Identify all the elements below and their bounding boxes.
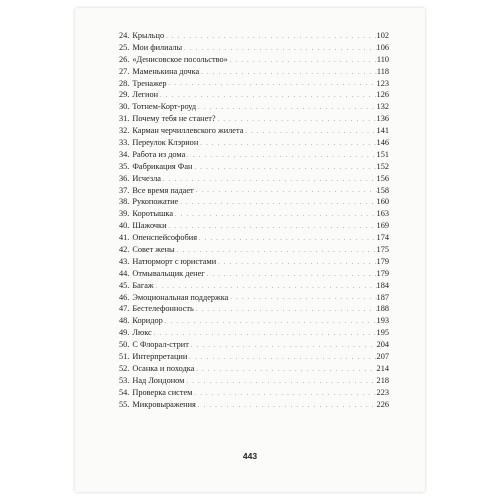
toc-entry <box>119 339 389 351</box>
toc-entry <box>119 89 389 101</box>
entry-title: Совет жены <box>132 245 175 255</box>
entry-page: 179 <box>376 256 389 266</box>
entry-page: 184 <box>376 280 389 290</box>
table-of-contents <box>119 30 389 411</box>
toc-entry <box>119 137 389 149</box>
entry-title: Люкс <box>132 328 152 338</box>
entry-number: 31. <box>119 114 130 124</box>
entry-page: 146 <box>376 138 389 147</box>
entry-title: Тренажер <box>132 78 167 88</box>
toc-entry <box>119 363 389 375</box>
dot-leader <box>197 235 377 244</box>
entry-title: Эмоциональная поддержка <box>132 292 229 302</box>
dot-leader <box>185 152 376 161</box>
entry-page: 188 <box>376 304 389 314</box>
dot-leader <box>167 223 377 232</box>
entry-number: 28. <box>119 78 130 88</box>
toc-entry <box>119 399 389 411</box>
toc-entry <box>119 387 389 399</box>
entry-title: Коротышка <box>132 209 174 219</box>
dot-leader <box>216 259 376 268</box>
entry-title: Переулок Клэрион <box>132 138 199 147</box>
entry-page: 152 <box>376 161 389 171</box>
entry-title: Отмывальщик денег <box>132 268 205 278</box>
entry-number: 55. <box>119 399 130 409</box>
toc-entry <box>119 42 389 54</box>
entry-number: 42. <box>119 245 130 255</box>
toc-entry <box>119 232 389 244</box>
dot-leader <box>196 402 377 411</box>
toc-entry <box>119 220 389 232</box>
toc-entry <box>119 327 389 339</box>
entry-number: 51. <box>119 352 130 362</box>
toc-entry <box>119 173 389 185</box>
entry-title: Рукопожатие <box>132 197 179 207</box>
entry-title: Мои филиалы <box>132 42 183 52</box>
entry-title: Шажочки <box>132 221 167 231</box>
entry-page: 175 <box>376 245 389 255</box>
entry-number: 24. <box>119 30 130 40</box>
entry-page: 223 <box>376 387 389 397</box>
toc-entry <box>119 185 389 197</box>
entry-title: Маменькина дочка <box>132 66 200 76</box>
entry-title: Интерпретации <box>132 352 188 362</box>
toc-entry <box>119 315 389 327</box>
entry-page: 102 <box>376 30 389 40</box>
entry-page: 195 <box>376 328 389 338</box>
toc-entry <box>119 113 389 125</box>
entry-page: 156 <box>376 173 389 183</box>
entry-page: 136 <box>376 114 389 124</box>
entry-title: Микровыражения <box>132 399 196 409</box>
entry-page: 106 <box>376 42 389 52</box>
toc-entry <box>119 256 389 268</box>
entry-number: 32. <box>119 126 130 136</box>
entry-title: Крыльцо <box>132 30 165 40</box>
toc-entry <box>119 161 389 173</box>
entry-title: Осанка и походка <box>132 363 195 373</box>
entry-number: 40. <box>119 221 130 231</box>
entry-page: 160 <box>376 197 389 207</box>
toc-entry <box>119 125 389 137</box>
entry-title: С Флорал-стрит <box>132 340 189 350</box>
entry-number: 37. <box>119 185 130 195</box>
dot-leader <box>194 306 377 315</box>
entry-number: 50. <box>119 340 130 350</box>
entry-number: 26. <box>119 54 130 64</box>
toc-entry <box>119 280 389 292</box>
dot-leader <box>187 354 376 363</box>
entry-number: 47. <box>119 304 130 314</box>
dot-leader <box>152 330 377 339</box>
entry-number: 36. <box>119 173 130 183</box>
dot-leader <box>178 199 376 208</box>
entry-title: Фабрикация Фан <box>132 161 193 171</box>
entry-number: 35. <box>119 161 130 171</box>
dot-leader <box>167 80 377 89</box>
toc-entry <box>119 30 389 42</box>
toc-entry <box>119 101 389 113</box>
dot-leader <box>154 283 377 292</box>
dot-leader <box>228 57 377 66</box>
entry-number: 34. <box>119 149 130 159</box>
entry-page: 179 <box>376 268 389 278</box>
entry-title: Бестелефонность <box>132 304 194 314</box>
dot-leader <box>228 294 376 303</box>
toc-entry <box>119 66 389 78</box>
dot-leader <box>182 45 376 54</box>
entry-page: 110 <box>376 54 389 64</box>
dot-leader <box>175 247 377 256</box>
entry-page: 218 <box>376 375 389 385</box>
entry-page: 207 <box>376 352 389 362</box>
dot-leader <box>164 33 376 42</box>
entry-page: 141 <box>376 126 389 136</box>
dot-leader <box>216 116 377 125</box>
page-number: 443 <box>242 451 258 461</box>
toc-entry <box>119 78 389 90</box>
entry-page: 163 <box>376 209 389 219</box>
entry-number: 29. <box>119 90 130 100</box>
entry-number: 27. <box>119 66 130 76</box>
entry-number: 33. <box>119 138 130 147</box>
dot-leader <box>243 128 376 137</box>
entry-page: 169 <box>376 221 389 231</box>
toc-entry <box>119 208 389 220</box>
entry-title: Опенспейсофобия <box>132 233 198 243</box>
dot-leader <box>189 342 377 351</box>
dot-leader <box>194 187 377 196</box>
entry-number: 38. <box>119 197 130 207</box>
dot-leader <box>199 69 377 78</box>
toc-entry <box>119 351 389 363</box>
toc-entry <box>119 54 389 66</box>
dot-leader <box>184 378 376 387</box>
entry-page: 193 <box>376 316 389 326</box>
toc-entry <box>119 244 389 256</box>
entry-title: «Денисовское посольство» <box>132 54 228 64</box>
dot-leader <box>205 271 377 280</box>
toc-entry <box>119 196 389 208</box>
entry-page: 151 <box>376 149 389 159</box>
entry-page: 158 <box>376 185 389 195</box>
entry-title: Над Лондоном <box>132 375 185 385</box>
entry-page: 132 <box>376 102 389 112</box>
toc-entry <box>119 375 389 387</box>
dot-leader <box>161 176 377 185</box>
entry-number: 52. <box>119 363 130 373</box>
entry-title: Коридор <box>132 316 163 326</box>
dot-leader <box>192 390 376 399</box>
entry-number: 54. <box>119 387 130 397</box>
entry-number: 30. <box>119 102 130 112</box>
entry-number: 48. <box>119 316 130 326</box>
entry-number: 25. <box>119 42 130 52</box>
dot-leader <box>196 104 376 113</box>
entry-title: Исчезла <box>132 173 161 183</box>
entry-title: Багаж <box>132 280 154 290</box>
entry-page: 123 <box>376 78 389 88</box>
entry-number: 44. <box>119 268 130 278</box>
entry-number: 41. <box>119 233 130 243</box>
entry-number: 53. <box>119 375 130 385</box>
entry-page: 118 <box>376 66 389 76</box>
entry-page: 174 <box>376 233 389 243</box>
dot-leader <box>192 164 376 173</box>
toc-entry <box>119 149 389 161</box>
entry-page: 226 <box>376 399 389 409</box>
dot-leader <box>194 366 376 375</box>
entry-title: Проверка систем <box>132 387 193 397</box>
dot-leader <box>198 140 376 149</box>
entry-title: Легион <box>132 90 159 100</box>
entry-title: Тотнем-Корт-роуд <box>132 102 197 112</box>
toc-entry <box>119 292 389 304</box>
entry-page: 214 <box>376 363 389 373</box>
entry-number: 49. <box>119 328 130 338</box>
toc-entry <box>119 303 389 315</box>
entry-title: Все время падает <box>132 185 194 195</box>
entry-page: 126 <box>376 90 389 100</box>
entry-number: 43. <box>119 256 130 266</box>
entry-page: 204 <box>376 340 389 350</box>
entry-title: Натюрморт с юристами <box>132 256 217 266</box>
entry-title: Карман черчиллевского жилета <box>132 126 244 136</box>
dot-leader <box>158 92 376 101</box>
dot-leader <box>163 318 377 327</box>
entry-number: 45. <box>119 280 130 290</box>
entry-number: 39. <box>119 209 130 219</box>
entry-title: Работа из дома <box>132 149 186 159</box>
dot-leader <box>173 211 377 220</box>
toc-entry <box>119 268 389 280</box>
entry-page: 187 <box>376 292 389 302</box>
entry-number: 46. <box>119 292 130 302</box>
entry-title: Почему тебя не станет? <box>132 114 216 124</box>
